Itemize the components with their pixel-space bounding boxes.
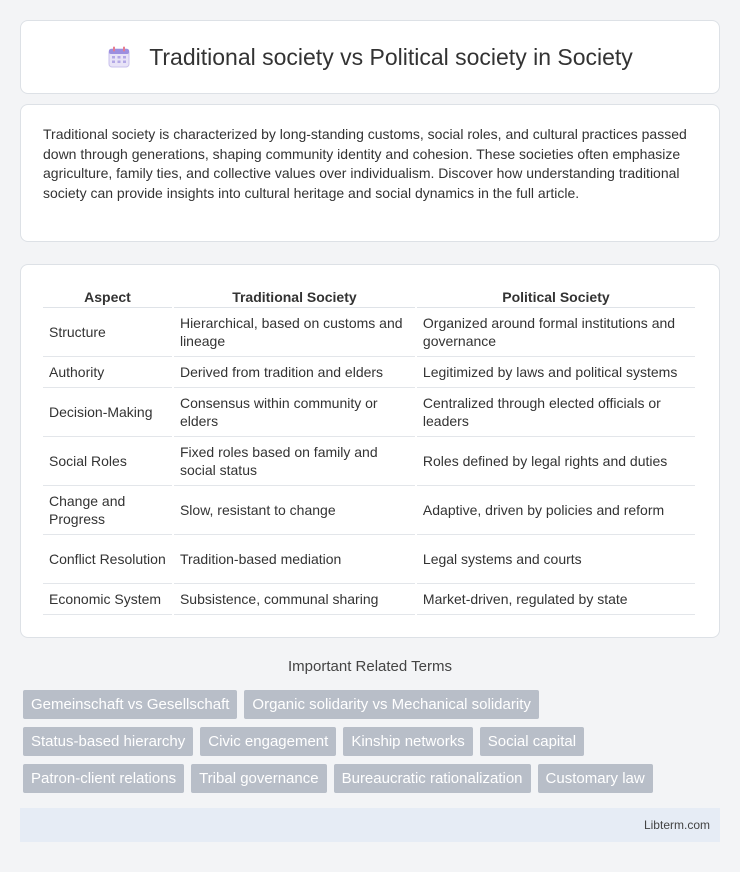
tag-patron-client[interactable]: Patron-client relations <box>23 764 184 793</box>
table-row <box>43 486 695 535</box>
related-terms-list <box>23 690 723 801</box>
cell-traditional: Slow, resistant to change <box>174 486 415 535</box>
cell-aspect: Decision-Making <box>43 388 172 437</box>
tag-kinship-networks[interactable]: Kinship networks <box>343 727 472 756</box>
comparison-table-card <box>20 264 720 638</box>
cell-political: Legal systems and courts <box>417 535 695 584</box>
cell-aspect: Change and Progress <box>43 486 172 535</box>
cell-political: Market-driven, regulated by state <box>417 584 695 615</box>
table-row <box>43 388 695 437</box>
tag-status-hierarchy[interactable]: Status-based hierarchy <box>23 727 193 756</box>
tag-social-capital[interactable]: Social capital <box>480 727 584 756</box>
cell-aspect: Structure <box>43 308 172 357</box>
intro-text: Traditional society is characterized by long-standing customs, social roles, and cultural practices passed down through generations, shaping community identity and cohesion. These societies often emphasize agriculture, family ties, and collective values over individualism. Discover how understanding traditional society can provide insights into cultural heritage and social dynamics in the full article. <box>43 126 687 202</box>
comparison-table <box>41 287 697 615</box>
table-row <box>43 535 695 584</box>
footer <box>20 808 720 842</box>
cell-traditional: Tradition-based mediation <box>174 535 415 584</box>
cell-aspect: Social Roles <box>43 437 172 486</box>
cell-traditional: Derived from tradition and elders <box>174 357 415 388</box>
table-row <box>43 437 695 486</box>
cell-traditional: Hierarchical, based on customs and lineage <box>174 308 415 357</box>
table-row <box>43 308 695 357</box>
table-row <box>43 357 695 388</box>
tag-civic-engagement[interactable]: Civic engagement <box>200 727 336 756</box>
title-card <box>20 20 720 94</box>
page-title: Traditional society vs Political society in Society <box>149 43 633 70</box>
cell-political: Centralized through elected officials or leaders <box>417 388 695 437</box>
cell-aspect: Conflict Resolution <box>43 535 172 584</box>
header-traditional: Traditional Society <box>174 287 415 308</box>
table-row <box>43 584 695 615</box>
table-header-row <box>43 287 695 308</box>
cell-traditional: Consensus within community or elders <box>174 388 415 437</box>
calendar-icon <box>107 45 131 69</box>
cell-aspect: Economic System <box>43 584 172 615</box>
tag-bureaucratic[interactable]: Bureaucratic rationalization <box>334 764 531 793</box>
cell-political: Adaptive, driven by policies and reform <box>417 486 695 535</box>
intro-card <box>20 104 720 242</box>
tag-tribal-governance[interactable]: Tribal governance <box>191 764 327 793</box>
footer-site-link[interactable]: Libterm.com <box>643 818 710 832</box>
related-terms-title: Important Related Terms <box>288 658 452 675</box>
cell-political: Roles defined by legal rights and duties <box>417 437 695 486</box>
tag-gemeinschaft[interactable]: Gemeinschaft vs Gesellschaft <box>23 690 237 719</box>
tag-customary-law[interactable]: Customary law <box>538 764 653 793</box>
header-aspect: Aspect <box>43 287 172 308</box>
header-political: Political Society <box>417 287 695 308</box>
cell-political: Organized around formal institutions and governance <box>417 308 695 357</box>
cell-aspect: Authority <box>43 357 172 388</box>
cell-political: Legitimized by laws and political systems <box>417 357 695 388</box>
tag-organic-solidarity[interactable]: Organic solidarity vs Mechanical solidarity <box>244 690 538 719</box>
cell-traditional: Subsistence, communal sharing <box>174 584 415 615</box>
cell-traditional: Fixed roles based on family and social status <box>174 437 415 486</box>
